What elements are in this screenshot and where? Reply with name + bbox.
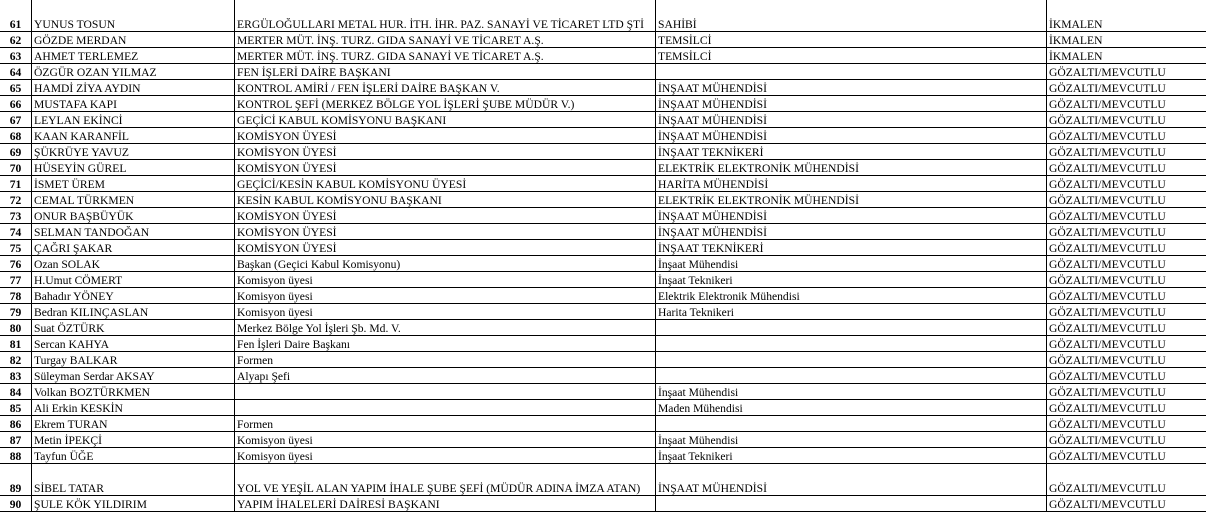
status-cell: GÖZALTI/MEVCUTLU — [1047, 160, 1206, 176]
person-name-cell: ONUR BAŞBÜYÜK — [32, 208, 235, 224]
person-name-cell: YUNUS TOSUN — [32, 0, 235, 32]
row-number-cell: 90 — [0, 496, 32, 512]
row-number-cell: 63 — [0, 48, 32, 64]
table-row — [0, 128, 1206, 144]
row-number-cell: 80 — [0, 320, 32, 336]
position-title-cell: Fen İşleri Daire Başkanı — [235, 336, 656, 352]
position-title-cell: KOMİSYON ÜYESİ — [235, 208, 656, 224]
status-cell: GÖZALTI/MEVCUTLU — [1047, 336, 1206, 352]
table-row — [0, 320, 1206, 336]
table-row — [0, 304, 1206, 320]
position-title-cell: GEÇİCİ/KESİN KABUL KOMİSYONU ÜYESİ — [235, 176, 656, 192]
profession-cell: ELEKTRİK ELEKTRONİK MÜHENDİSİ — [656, 192, 1047, 208]
profession-cell: İNŞAAT MÜHENDİSİ — [656, 128, 1047, 144]
profession-cell: SAHİBİ — [656, 0, 1047, 32]
row-number-cell: 88 — [0, 448, 32, 464]
table-row — [0, 400, 1206, 416]
status-cell: GÖZALTI/MEVCUTLU — [1047, 272, 1206, 288]
table-row — [0, 48, 1206, 64]
person-name-cell: LEYLAN EKİNCİ — [32, 112, 235, 128]
person-name-cell: İSMET ÜREM — [32, 176, 235, 192]
person-name-cell: AHMET TERLEMEZ — [32, 48, 235, 64]
position-title-cell: KOMİSYON ÜYESİ — [235, 128, 656, 144]
row-number-cell: 74 — [0, 224, 32, 240]
row-number-cell: 64 — [0, 64, 32, 80]
position-title-cell: Formen — [235, 352, 656, 368]
row-number-cell: 77 — [0, 272, 32, 288]
person-name-cell: Tayfun ÜĞE — [32, 448, 235, 464]
table-row — [0, 496, 1206, 512]
person-name-cell: ŞÜKRÜYE YAVUZ — [32, 144, 235, 160]
row-number-cell: 87 — [0, 432, 32, 448]
row-number-cell: 86 — [0, 416, 32, 432]
profession-cell: İnşaat Mühendisi — [656, 432, 1047, 448]
person-name-cell: CEMAL TÜRKMEN — [32, 192, 235, 208]
person-name-cell: SELMAN TANDOĞAN — [32, 224, 235, 240]
status-cell: GÖZALTI/MEVCUTLU — [1047, 208, 1206, 224]
table-row — [0, 240, 1206, 256]
status-cell: İKMALEN — [1047, 32, 1206, 48]
status-cell: GÖZALTI/MEVCUTLU — [1047, 240, 1206, 256]
row-number-cell: 78 — [0, 288, 32, 304]
person-name-cell: MUSTAFA KAPI — [32, 96, 235, 112]
position-title-cell: Başkan (Geçici Kabul Komisyonu) — [235, 256, 656, 272]
status-cell: GÖZALTI/MEVCUTLU — [1047, 128, 1206, 144]
position-title-cell — [235, 384, 656, 400]
row-number-cell: 69 — [0, 144, 32, 160]
row-number-cell: 76 — [0, 256, 32, 272]
position-title-cell: MERTER MÜT. İNŞ. TURZ. GIDA SANAYİ VE TİCARET A.Ş. — [235, 48, 656, 64]
position-title-cell: Komisyon üyesi — [235, 448, 656, 464]
table-row — [0, 448, 1206, 464]
status-cell: GÖZALTI/MEVCUTLU — [1047, 320, 1206, 336]
position-title-cell: YOL VE YEŞİL ALAN YAPIM İHALE ŞUBE ŞEFİ (MÜDÜR ADINA İMZA ATAN) — [235, 464, 656, 496]
table-row — [0, 32, 1206, 48]
profession-cell: İnşaat Mühendisi — [656, 256, 1047, 272]
profession-cell: İNŞAAT MÜHENDİSİ — [656, 112, 1047, 128]
status-cell: GÖZALTI/MEVCUTLU — [1047, 224, 1206, 240]
status-cell: GÖZALTI/MEVCUTLU — [1047, 288, 1206, 304]
profession-cell: TEMSİLCİ — [656, 32, 1047, 48]
profession-cell: TEMSİLCİ — [656, 48, 1047, 64]
person-name-cell: Metin İPEKÇİ — [32, 432, 235, 448]
profession-cell: İNŞAAT MÜHENDİSİ — [656, 208, 1047, 224]
table-row — [0, 224, 1206, 240]
row-number-cell: 89 — [0, 464, 32, 496]
status-cell: GÖZALTI/MEVCUTLU — [1047, 352, 1206, 368]
status-cell: GÖZALTI/MEVCUTLU — [1047, 448, 1206, 464]
person-name-cell: H.Umut CÖMERT — [32, 272, 235, 288]
status-cell: GÖZALTI/MEVCUTLU — [1047, 144, 1206, 160]
status-cell: GÖZALTI/MEVCUTLU — [1047, 368, 1206, 384]
profession-cell: İNŞAAT MÜHENDİSİ — [656, 96, 1047, 112]
status-cell: GÖZALTI/MEVCUTLU — [1047, 416, 1206, 432]
profession-cell: Maden Mühendisi — [656, 400, 1047, 416]
position-title-cell: KESİN KABUL KOMİSYONU BAŞKANI — [235, 192, 656, 208]
position-title-cell: FEN İŞLERİ DAİRE BAŞKANI — [235, 64, 656, 80]
person-name-cell: Volkan BOZTÜRKMEN — [32, 384, 235, 400]
table-row — [0, 272, 1206, 288]
person-name-cell: KAAN KARANFİL — [32, 128, 235, 144]
status-cell: GÖZALTI/MEVCUTLU — [1047, 464, 1206, 496]
person-name-cell: HAMDİ ZİYA AYDIN — [32, 80, 235, 96]
person-name-cell: ŞULE KÖK YILDIRIM — [32, 496, 235, 512]
status-cell: GÖZALTI/MEVCUTLU — [1047, 96, 1206, 112]
table-row — [0, 464, 1206, 496]
row-number-cell: 71 — [0, 176, 32, 192]
position-title-cell: GEÇİCİ KABUL KOMİSYONU BAŞKANI — [235, 112, 656, 128]
row-number-cell: 67 — [0, 112, 32, 128]
position-title-cell: Komisyon üyesi — [235, 272, 656, 288]
person-name-cell: Ozan SOLAK — [32, 256, 235, 272]
profession-cell: İNŞAAT TEKNİKERİ — [656, 144, 1047, 160]
table-row — [0, 432, 1206, 448]
status-cell: GÖZALTI/MEVCUTLU — [1047, 304, 1206, 320]
status-cell: GÖZALTI/MEVCUTLU — [1047, 256, 1206, 272]
profession-cell — [656, 496, 1047, 512]
profession-cell: İNŞAAT MÜHENDİSİ — [656, 224, 1047, 240]
table-row — [0, 64, 1206, 80]
row-number-cell: 66 — [0, 96, 32, 112]
profession-cell — [656, 320, 1047, 336]
status-cell: GÖZALTI/MEVCUTLU — [1047, 496, 1206, 512]
row-number-cell: 70 — [0, 160, 32, 176]
table-row — [0, 192, 1206, 208]
person-name-cell: Suat ÖZTÜRK — [32, 320, 235, 336]
position-title-cell: YAPIM İHALELERİ DAİRESİ BAŞKANI — [235, 496, 656, 512]
table-row — [0, 288, 1206, 304]
position-title-cell: Komisyon üyesi — [235, 432, 656, 448]
profession-cell: İNŞAAT TEKNİKERİ — [656, 240, 1047, 256]
status-cell: GÖZALTI/MEVCUTLU — [1047, 64, 1206, 80]
position-title-cell — [235, 400, 656, 416]
position-title-cell: MERTER MÜT. İNŞ. TURZ. GIDA SANAYİ VE TİCARET A.Ş. — [235, 32, 656, 48]
position-title-cell: Merkez Bölge Yol İşleri Şb. Md. V. — [235, 320, 656, 336]
table-row — [0, 208, 1206, 224]
table-row — [0, 112, 1206, 128]
row-number-cell: 85 — [0, 400, 32, 416]
row-number-cell: 65 — [0, 80, 32, 96]
person-name-cell: Süleyman Serdar AKSAY — [32, 368, 235, 384]
profession-cell: Elektrik Elektronik Mühendisi — [656, 288, 1047, 304]
table-row — [0, 256, 1206, 272]
status-cell: GÖZALTI/MEVCUTLU — [1047, 176, 1206, 192]
row-number-cell: 62 — [0, 32, 32, 48]
status-cell: GÖZALTI/MEVCUTLU — [1047, 112, 1206, 128]
row-number-cell: 84 — [0, 384, 32, 400]
person-name-cell: Ekrem TURAN — [32, 416, 235, 432]
row-number-cell: 61 — [0, 0, 32, 32]
position-title-cell: Komisyon üyesi — [235, 304, 656, 320]
table-row — [0, 368, 1206, 384]
status-cell: GÖZALTI/MEVCUTLU — [1047, 384, 1206, 400]
position-title-cell: KOMİSYON ÜYESİ — [235, 144, 656, 160]
position-title-cell: KONTROL AMİRİ / FEN İŞLERİ DAİRE BAŞKAN V. — [235, 80, 656, 96]
person-name-cell: Bahadır YÖNEY — [32, 288, 235, 304]
profession-cell — [656, 368, 1047, 384]
person-name-cell: HÜSEYİN GÜREL — [32, 160, 235, 176]
status-cell: GÖZALTI/MEVCUTLU — [1047, 192, 1206, 208]
profession-cell — [656, 336, 1047, 352]
profession-cell: İnşaat Teknikeri — [656, 272, 1047, 288]
table-row — [0, 144, 1206, 160]
profession-cell: Harita Teknikeri — [656, 304, 1047, 320]
position-title-cell: Formen — [235, 416, 656, 432]
table-row — [0, 336, 1206, 352]
position-title-cell: Alyapı Şefi — [235, 368, 656, 384]
position-title-cell: KOMİSYON ÜYESİ — [235, 160, 656, 176]
position-title-cell: ERGÜLOĞULLARI METAL HUR. İTH. İHR. PAZ. SANAYİ VE TİCARET LTD ŞTİ — [235, 0, 656, 32]
position-title-cell: KOMİSYON ÜYESİ — [235, 240, 656, 256]
profession-cell: HARİTA MÜHENDİSİ — [656, 176, 1047, 192]
table-row — [0, 384, 1206, 400]
profession-cell — [656, 64, 1047, 80]
row-number-cell: 83 — [0, 368, 32, 384]
status-cell: İKMALEN — [1047, 0, 1206, 32]
position-title-cell: KONTROL ŞEFİ (MERKEZ BÖLGE YOL İŞLERİ ŞUBE MÜDÜR V.) — [235, 96, 656, 112]
status-cell: GÖZALTI/MEVCUTLU — [1047, 400, 1206, 416]
profession-cell: İnşaat Teknikeri — [656, 448, 1047, 464]
row-number-cell: 81 — [0, 336, 32, 352]
person-name-cell: Sercan KAHYA — [32, 336, 235, 352]
status-cell: İKMALEN — [1047, 48, 1206, 64]
table-row — [0, 176, 1206, 192]
row-number-cell: 75 — [0, 240, 32, 256]
profession-cell: İnşaat Mühendisi — [656, 384, 1047, 400]
table-row — [0, 96, 1206, 112]
person-name-cell: ÖZGÜR OZAN YILMAZ — [32, 64, 235, 80]
profession-cell — [656, 352, 1047, 368]
row-number-cell: 68 — [0, 128, 32, 144]
profession-cell: İNŞAAT MÜHENDİSİ — [656, 464, 1047, 496]
person-name-cell: Bedran KILINÇASLAN — [32, 304, 235, 320]
row-number-cell: 72 — [0, 192, 32, 208]
table-row — [0, 352, 1206, 368]
row-number-cell: 73 — [0, 208, 32, 224]
person-name-cell: ÇAĞRI ŞAKAR — [32, 240, 235, 256]
table-row — [0, 160, 1206, 176]
person-name-cell: Turgay BALKAR — [32, 352, 235, 368]
position-title-cell: KOMİSYON ÜYESİ — [235, 224, 656, 240]
table-row — [0, 416, 1206, 432]
profession-cell: ELEKTRİK ELEKTRONİK MÜHENDİSİ — [656, 160, 1047, 176]
row-number-cell: 82 — [0, 352, 32, 368]
person-name-cell: GÖZDE MERDAN — [32, 32, 235, 48]
table-row — [0, 0, 1206, 32]
status-cell: GÖZALTI/MEVCUTLU — [1047, 432, 1206, 448]
status-cell: GÖZALTI/MEVCUTLU — [1047, 80, 1206, 96]
person-name-cell: SİBEL TATAR — [32, 464, 235, 496]
row-number-cell: 79 — [0, 304, 32, 320]
profession-cell — [656, 416, 1047, 432]
person-name-cell: Ali Erkin KESKİN — [32, 400, 235, 416]
position-title-cell: Komisyon üyesi — [235, 288, 656, 304]
profession-cell: İNŞAAT MÜHENDİSİ — [656, 80, 1047, 96]
table-row — [0, 80, 1206, 96]
